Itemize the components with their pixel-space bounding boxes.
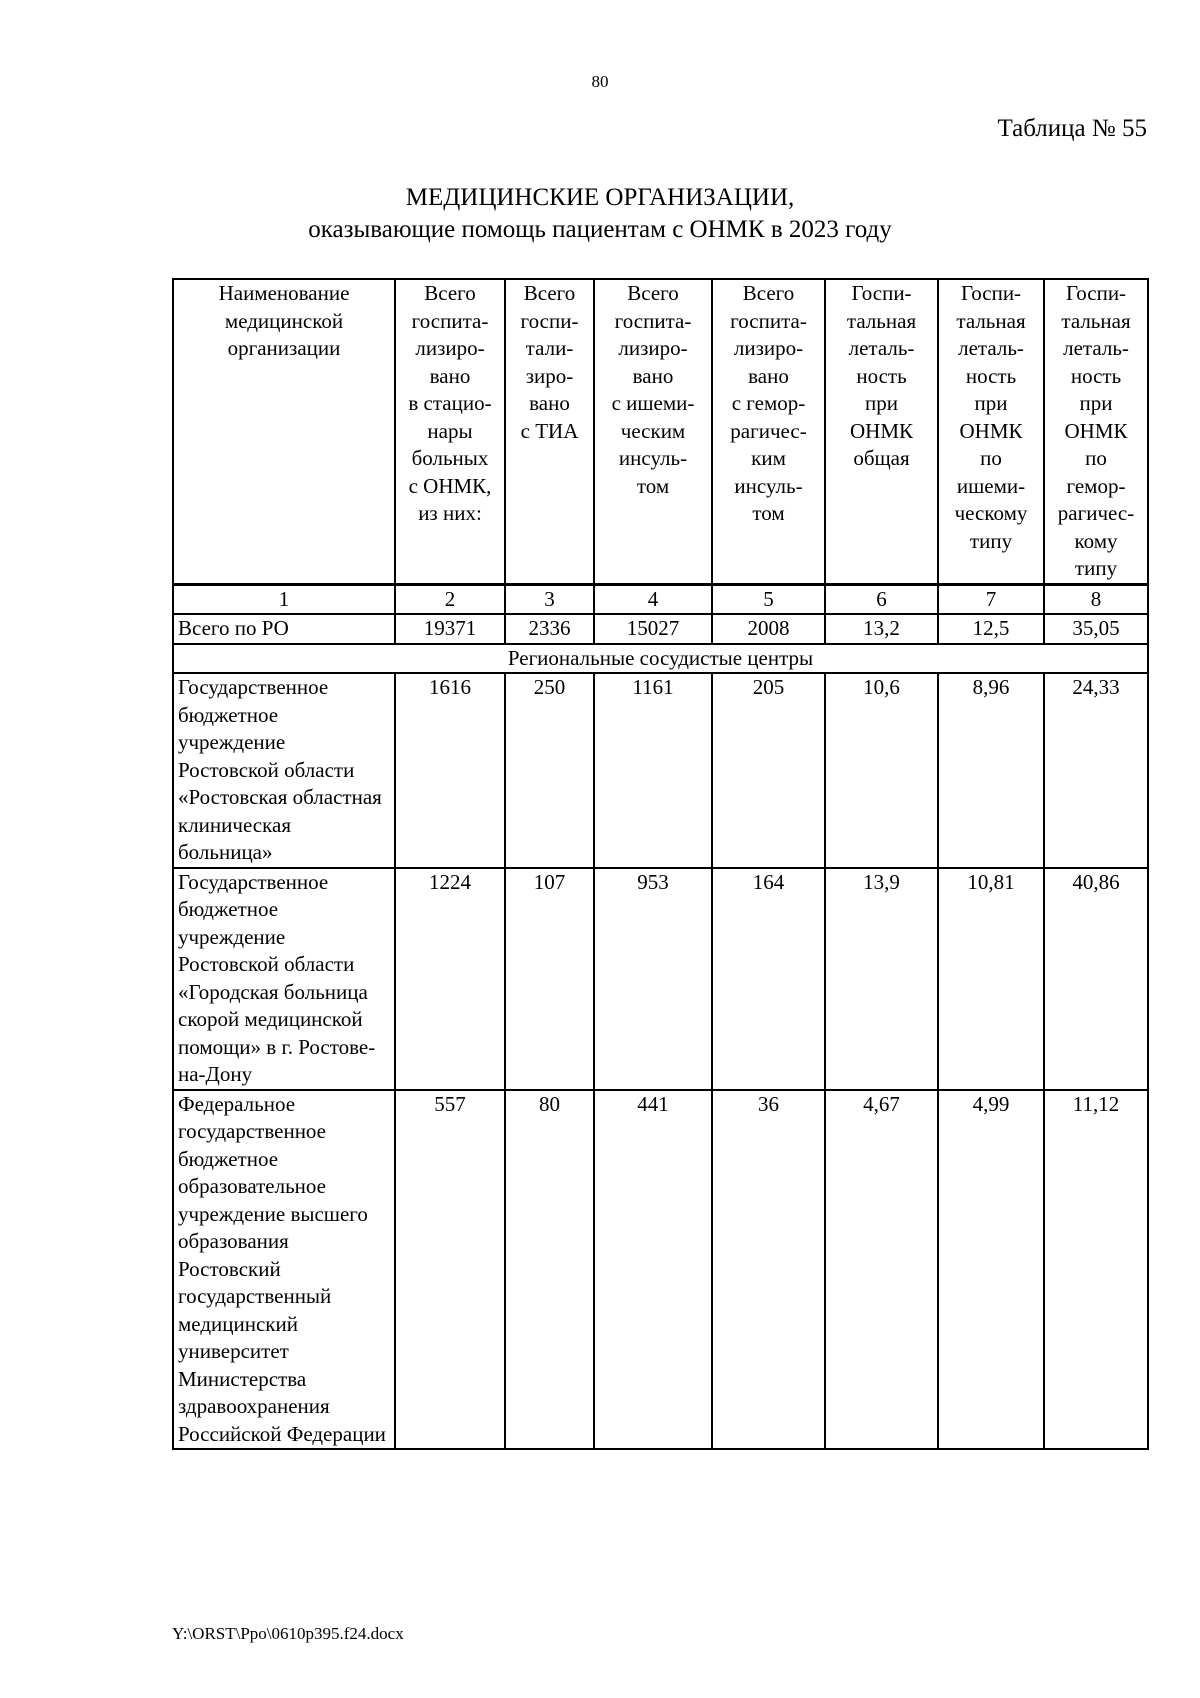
section-label: Региональные сосудистые центры	[173, 644, 1148, 674]
table-cell: Государственное бюджетное учреждение Ростовской области «Городская больница скорой медицинской помощи» в г. Ростове-на-Дону	[173, 868, 395, 1090]
table-cell: 15027	[594, 614, 712, 644]
document-title	[0, 182, 1200, 246]
column-number: 6	[825, 584, 938, 614]
footer-file-path: Y:\ORST\Ppo\0610p395.f24.docx	[172, 1624, 404, 1643]
column-number: 3	[505, 584, 594, 614]
table-cell: 557	[395, 1090, 505, 1450]
table-cell: 36	[712, 1090, 825, 1450]
header-cell: Наименование медицинской организации	[173, 279, 395, 584]
table-cell: 19371	[395, 614, 505, 644]
table-cell: 1161	[594, 673, 712, 868]
table-cell: 13,9	[825, 868, 938, 1090]
table-cell: 8,96	[938, 673, 1044, 868]
table-cell: 12,5	[938, 614, 1044, 644]
table-cell: 10,6	[825, 673, 938, 868]
column-number-row	[173, 584, 1148, 614]
header-cell: Госпи- тальная леталь- ность при ОНМК общая	[825, 279, 938, 584]
table-cell: 1224	[395, 868, 505, 1090]
header-cell: Всего госпи- тали- зиро- вано с ТИА	[505, 279, 594, 584]
header-cell: Всего госпита- лизиро- вано в стацио- нары больных с ОНМК, из них:	[395, 279, 505, 584]
table-cell: 11,12	[1044, 1090, 1148, 1450]
header-cell: Всего госпита- лизиро- вано с ишеми- ческим инсуль- том	[594, 279, 712, 584]
table-cell: 205	[712, 673, 825, 868]
header-cell: Всего госпита- лизиро- вано с гемор- рагичес- ким инсуль- том	[712, 279, 825, 584]
header-row	[173, 279, 1148, 584]
column-number: 4	[594, 584, 712, 614]
header-cell: Госпи- тальная леталь- ность при ОНМК по гемор- рагичес- кому типу	[1044, 279, 1148, 584]
page-number: 80	[591, 72, 609, 91]
title-line-1: МЕДИЦИНСКИЕ ОРГАНИЗАЦИИ,	[405, 184, 795, 211]
table-cell: 107	[505, 868, 594, 1090]
table-label: Таблица № 55	[997, 115, 1147, 142]
column-number: 8	[1044, 584, 1148, 614]
table-cell: 953	[594, 868, 712, 1090]
column-number: 1	[173, 584, 395, 614]
table-cell: 13,2	[825, 614, 938, 644]
table-cell: 80	[505, 1090, 594, 1450]
organizations-table	[172, 278, 1149, 1450]
table-cell: 4,67	[825, 1090, 938, 1450]
table-cell: 164	[712, 868, 825, 1090]
table-cell: 250	[505, 673, 594, 868]
column-number: 2	[395, 584, 505, 614]
table-row	[173, 868, 1148, 1090]
table-cell: Всего по РО	[173, 614, 395, 644]
table-cell: 24,33	[1044, 673, 1148, 868]
column-number: 7	[938, 584, 1044, 614]
table-cell: 2008	[712, 614, 825, 644]
table-cell: 441	[594, 1090, 712, 1450]
table-cell: 4,99	[938, 1090, 1044, 1450]
table-cell: 2336	[505, 614, 594, 644]
table-cell: Государственное бюджетное учреждение Ростовской области «Ростовская областная клиническая больница»	[173, 673, 395, 868]
total-row	[173, 614, 1148, 644]
title-line-2: оказывающие помощь пациентам с ОНМК в 2023 году	[308, 216, 892, 243]
table-cell: 35,05	[1044, 614, 1148, 644]
table-row	[173, 673, 1148, 868]
table-cell: 1616	[395, 673, 505, 868]
table-cell: 10,81	[938, 868, 1044, 1090]
header-cell: Госпи- тальная леталь- ность при ОНМК по ишеми- ческому типу	[938, 279, 1044, 584]
table-cell: Федеральное государственное бюджетное образовательное учреждение высшего образования Ростовский государственный медицинский университет Министерства здравоохранения Российской Федерации	[173, 1090, 395, 1450]
column-number: 5	[712, 584, 825, 614]
table-row	[173, 1090, 1148, 1450]
section-row	[173, 644, 1148, 674]
table-cell: 40,86	[1044, 868, 1148, 1090]
